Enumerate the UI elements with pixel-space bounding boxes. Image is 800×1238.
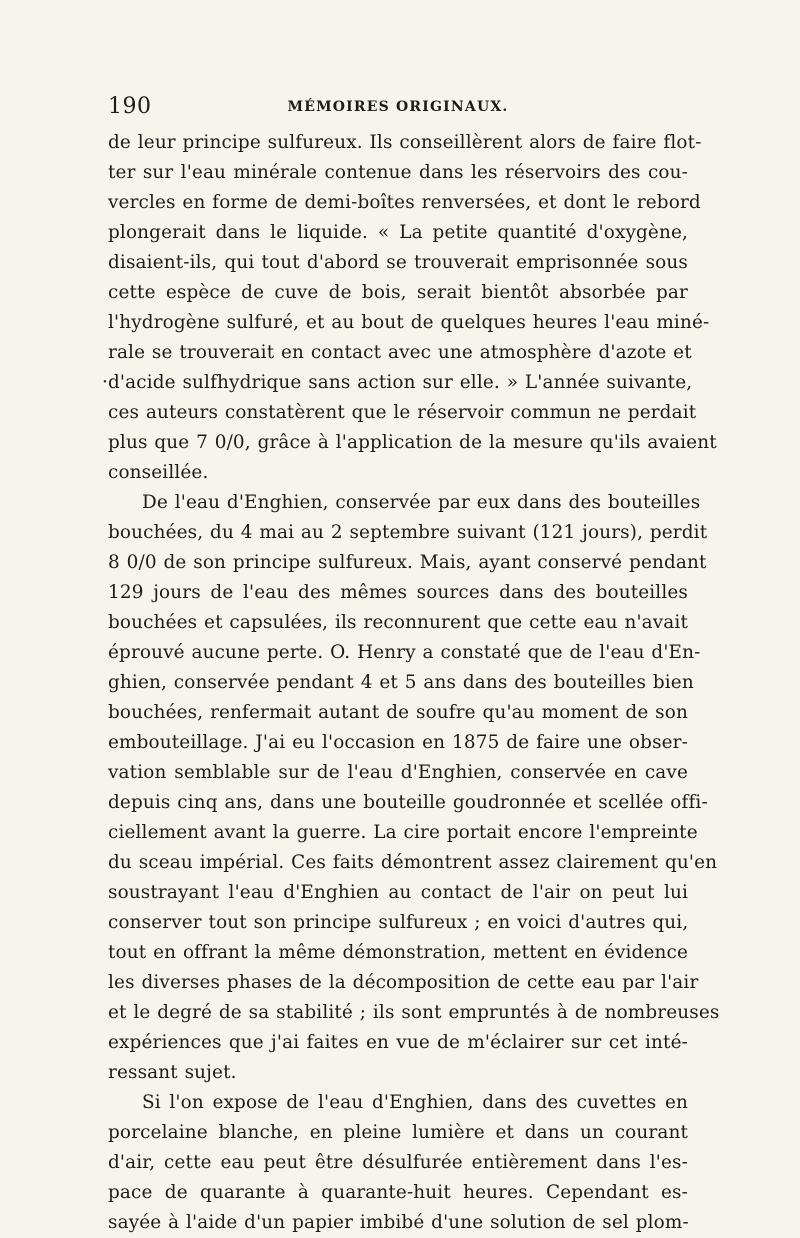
text-line: ciellement avant la guerre. La cire portait encore l'empreinte <box>108 822 698 843</box>
text-line: ghien, conservée pendant 4 et 5 ans dans des bouteilles bien <box>108 672 694 693</box>
text-line: depuis cinq ans, dans une bouteille goudronnée et scellée offi- <box>108 792 708 813</box>
page-number: 190 <box>108 94 152 119</box>
text-line: ces auteurs constatèrent que le réservoir commun ne perdait <box>108 402 697 423</box>
text-line: tout en offrant la même démonstration, mettent en évidence <box>108 942 688 963</box>
text-line: embouteillage. J'ai eu l'occasion en 1875 de faire une obser- <box>108 732 688 753</box>
text-line: vation semblable sur de l'eau d'Enghien, conservée en cave <box>108 762 688 783</box>
text-line: bouchées, du 4 mai au 2 septembre suivant (121 jours), perdit <box>108 522 708 543</box>
text-line: 8 0/0 de son principe sulfureux. Mais, ayant conservé pendant <box>108 552 707 573</box>
text-line: les diverses phases de la décomposition de cette eau par l'air <box>108 972 699 993</box>
running-title: MÉMOIRES ORIGINAUX. <box>287 99 509 115</box>
text-line: bouchées, renfermait autant de soufre qu'au moment de son <box>108 702 688 723</box>
document-page <box>102 88 720 1233</box>
text-line: du sceau impérial. Ces faits démontrent assez clairement qu'en <box>108 852 718 873</box>
text-line: soustrayant l'eau d'Enghien au contact de l'air on peut lui <box>108 882 688 903</box>
text-line: disaient-ils, qui tout d'abord se trouverait emprisonnée sous <box>108 252 688 273</box>
text-line: ter sur l'eau minérale contenue dans les réservoirs des cou- <box>108 162 688 183</box>
text-line: expériences que j'ai faites en vue de m'éclairer sur cet inté- <box>108 1032 688 1053</box>
text-line: éprouvé aucune perte. O. Henry a constaté que de l'eau d'En- <box>108 642 701 663</box>
text-line: l'hydrogène sulfuré, et au bout de quelques heures l'eau miné- <box>108 312 710 333</box>
text-line: ressant sujet. <box>108 1062 237 1083</box>
body-text <box>102 128 720 1238</box>
page-header <box>108 88 688 122</box>
paragraph-start-line: De l'eau d'Enghien, conservée par eux dans des bouteilles <box>142 492 701 513</box>
text-line: conserver tout son principe sulfureux ; en voici d'autres qui, <box>108 912 689 933</box>
text-line: conseillée. <box>108 462 209 483</box>
text-line: cette espèce de cuve de bois, serait bientôt absorbée par <box>108 282 688 303</box>
text-line: sayée à l'aide d'un papier imbibé d'une solution de sel plom- <box>108 1212 689 1233</box>
text-line: plus que 7 0/0, grâce à l'application de la mesure qu'ils avaient <box>108 432 717 453</box>
paragraph-start-line: Si l'on expose de l'eau d'Enghien, dans des cuvettes en <box>142 1092 688 1113</box>
text-line: pace de quarante à quarante-huit heures. Cependant es- <box>108 1182 688 1203</box>
text-line: de leur principe sulfureux. Ils conseillèrent alors de faire flot- <box>108 132 702 153</box>
text-line: bouchées et capsulées, ils reconnurent que cette eau n'avait <box>108 612 688 633</box>
text-line: plongerait dans le liquide. « La petite quantité d'oxygène, <box>108 222 688 243</box>
text-line: ·d'acide sulfhydrique sans action sur elle. » L'année suivante, <box>102 372 693 393</box>
text-line: et le degré de sa stabilité ; ils sont empruntés à de nombreuses <box>108 1002 720 1023</box>
text-line: d'air, cette eau peut être désulfurée entièrement dans l'es- <box>108 1152 688 1173</box>
text-line: rale se trouverait en contact avec une atmosphère d'azote et <box>108 342 692 363</box>
text-line: 129 jours de l'eau des mêmes sources dans des bouteilles <box>108 582 688 603</box>
text-line: vercles en forme de demi-boîtes renversées, et dont le rebord <box>108 192 701 213</box>
text-line: porcelaine blanche, en pleine lumière et dans un courant <box>108 1122 688 1143</box>
